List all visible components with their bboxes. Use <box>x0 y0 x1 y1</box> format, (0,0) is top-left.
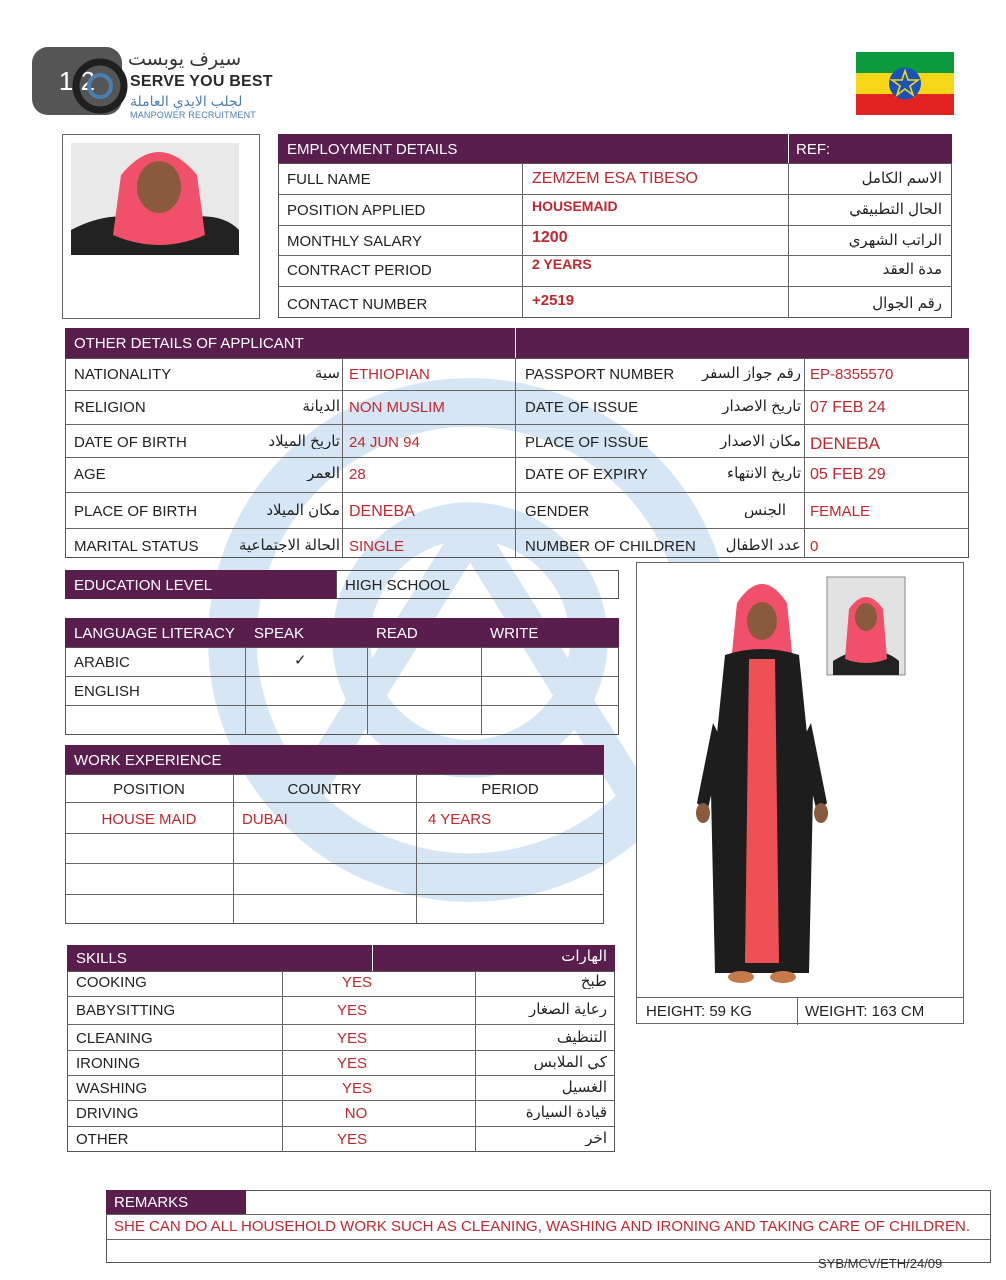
skill-ironing-value: YES <box>336 1056 367 1071</box>
skill-washing-arabic: الغسيل <box>561 1080 607 1095</box>
education-label: EDUCATION LEVEL <box>74 578 213 593</box>
skill-cooking-arabic: طبخ <box>580 974 607 989</box>
contact-number-label: CONTACT NUMBER <box>287 297 428 312</box>
applicant-headshot <box>62 134 260 319</box>
divider <box>475 971 476 1152</box>
date-of-expiry-value: 05 FEB 29 <box>810 467 886 483</box>
age-arabic: العمر <box>307 466 340 481</box>
nationality-label: NATIONALITY <box>74 367 172 382</box>
religion-arabic: الديانة <box>302 399 340 414</box>
work-col-country: COUNTRY <box>287 782 362 797</box>
language-arabic: ARABIC <box>74 655 130 670</box>
full-body-illustration <box>637 563 963 997</box>
marital-status-value: SINGLE <box>349 539 405 554</box>
header-divider <box>372 945 373 971</box>
skills-title: SKILLS <box>76 951 127 966</box>
nationality-value: ETHIOPIAN <box>349 367 430 382</box>
place-of-issue-label: PLACE OF ISSUE <box>525 435 649 450</box>
contract-period-label: CONTRACT PERIOD <box>287 263 432 278</box>
skills-title-arabic: الهارات <box>561 949 607 964</box>
place-of-issue-arabic: مكان الاصدار <box>720 434 801 449</box>
divider <box>65 833 604 834</box>
height-label: HEIGHT: 59 KG <box>646 1004 752 1019</box>
skill-ironing-label: IRONING <box>76 1056 141 1071</box>
header-divider <box>515 328 516 358</box>
skill-cooking-label: COOKING <box>76 975 147 990</box>
full-name-label: FULL NAME <box>287 172 371 187</box>
divider <box>481 647 482 735</box>
passport-number-arabic: رقم جواز السفر <box>701 366 801 381</box>
place-of-birth-arabic: مكان الميلاد <box>266 503 340 518</box>
language-col-write: WRITE <box>490 626 539 641</box>
skill-driving-arabic: قيادة السيارة <box>525 1105 607 1120</box>
contract-period-arabic: مدة العقد <box>882 262 942 277</box>
full-name-value: ZEMZEM ESA TIBESO <box>532 171 698 187</box>
full-name-arabic: الاسم الكامل <box>861 171 942 186</box>
work-country-value: DUBAI <box>242 812 288 827</box>
date-of-issue-value: 07 FEB 24 <box>810 400 886 416</box>
employment-header-title: EMPLOYMENT DETAILS <box>287 142 458 157</box>
divider <box>67 1024 615 1025</box>
applicant-full-photo <box>636 562 964 1024</box>
gender-label: GENDER <box>525 504 590 519</box>
divider <box>65 390 969 391</box>
divider <box>67 1100 615 1101</box>
remarks-text: SHE CAN DO ALL HOUSEHOLD WORK SUCH AS CLEANING, WASHING AND IRONING AND TAKING CARE OF CHILDREN. <box>114 1219 970 1234</box>
contact-number-value: +2519 <box>532 293 575 308</box>
monthly-salary-label: MONTHLY SALARY <box>287 234 423 249</box>
skill-cleaning-label: CLEANING <box>76 1031 153 1046</box>
divider <box>65 894 604 895</box>
age-value: 28 <box>349 467 366 482</box>
divider <box>278 225 952 226</box>
passport-number-label: PASSPORT NUMBER <box>525 367 675 382</box>
logo-arabic-subtext: لجلب الايدي العاملة <box>130 93 243 109</box>
gender-value: FEMALE <box>810 504 871 519</box>
children-arabic: عدد الاطفال <box>725 538 801 553</box>
place-of-birth-label: PLACE OF BIRTH <box>74 504 198 519</box>
header-divider <box>788 134 789 163</box>
skill-driving-value: NO <box>344 1106 368 1121</box>
company-logo-icon <box>72 52 128 120</box>
divider <box>106 1239 991 1240</box>
place-of-birth-value: DENEBA <box>349 504 415 520</box>
date-of-birth-label: DATE OF BIRTH <box>74 435 187 450</box>
position-applied-arabic: الحال التطبيقي <box>849 202 942 217</box>
monthly-salary-value: 1200 <box>532 230 568 246</box>
logo-english-text: SERVE YOU BEST <box>130 73 273 90</box>
divider <box>67 1075 615 1076</box>
marital-status-label: MARITAL STATUS <box>74 539 199 554</box>
language-table <box>65 647 619 735</box>
ref-label: REF: <box>796 142 831 157</box>
date-of-issue-label: DATE OF ISSUE <box>525 400 639 415</box>
date-of-birth-value: 24 JUN 94 <box>349 435 420 450</box>
divider <box>522 163 523 318</box>
age-label: AGE <box>74 467 106 482</box>
date-of-expiry-arabic: تاريخ الانتهاء <box>727 466 801 481</box>
date-of-issue-arabic: تاريخ الاصدار <box>722 399 801 414</box>
logo-subtitle: MANPOWER RECRUITMENT <box>130 110 256 120</box>
skill-washing-value: YES <box>341 1081 372 1096</box>
work-col-position: POSITION <box>113 782 185 797</box>
skill-other-label: OTHER <box>76 1132 129 1147</box>
divider <box>65 863 604 864</box>
divider <box>67 996 615 997</box>
logo-arabic-text: سيرف يوبست <box>128 49 242 70</box>
remarks-title: REMARKS <box>114 1195 189 1210</box>
position-applied-label: POSITION APPLIED <box>287 203 426 218</box>
place-of-issue-value: DENEBA <box>810 435 880 452</box>
weight-label: WEIGHT: 163 CM <box>805 1004 925 1019</box>
contract-period-value: 2 YEARS <box>532 257 592 271</box>
divider <box>278 286 952 287</box>
divider <box>65 802 604 803</box>
skill-babysitting-label: BABYSITTING <box>76 1003 176 1018</box>
children-label: NUMBER OF CHILDREN <box>525 539 696 554</box>
skill-driving-label: DRIVING <box>76 1106 139 1121</box>
divider <box>65 492 969 493</box>
skill-washing-label: WASHING <box>76 1081 148 1096</box>
divider <box>245 647 246 735</box>
language-col-speak: SPEAK <box>254 626 305 641</box>
divider <box>65 457 969 458</box>
skill-other-value: YES <box>336 1132 367 1147</box>
date-of-expiry-label: DATE OF EXPIRY <box>525 467 648 482</box>
religion-value: NON MUSLIM <box>349 400 445 415</box>
other-details-title: OTHER DETAILS OF APPLICANT <box>74 336 304 351</box>
divider <box>637 997 963 998</box>
skill-babysitting-arabic: رعاية الصغار <box>529 1002 607 1017</box>
monthly-salary-arabic: الراتب الشهري <box>848 233 942 248</box>
children-value: 0 <box>810 539 819 554</box>
work-col-period: PERIOD <box>481 782 539 797</box>
divider <box>67 1126 615 1127</box>
ethiopia-flag-icon <box>856 52 954 115</box>
skill-other-arabic: اخر <box>585 1131 607 1146</box>
skill-cooking-value: YES <box>341 975 372 990</box>
divider <box>65 676 619 677</box>
footer-reference-code: SYB/MCV/ETH/24/09 <box>818 1257 943 1270</box>
work-period-value: 4 YEARS <box>428 812 492 827</box>
nationality-arabic: سية <box>314 366 340 381</box>
divider <box>278 194 952 195</box>
position-applied-value: HOUSEMAID <box>532 199 618 213</box>
work-position-value: HOUSE MAID <box>101 812 197 827</box>
divider <box>788 163 789 318</box>
headshot-illustration <box>63 135 259 318</box>
skill-cleaning-arabic: التنظيف <box>556 1030 607 1045</box>
work-title: WORK EXPERIENCE <box>74 753 222 768</box>
divider <box>67 1050 615 1051</box>
divider <box>278 255 952 256</box>
divider <box>65 528 969 529</box>
divider <box>106 1214 991 1215</box>
marital-status-arabic: الحالة الاجتماعية <box>238 538 340 553</box>
language-col-read: READ <box>376 626 418 641</box>
contact-number-arabic: رقم الجوال <box>872 296 942 311</box>
arabic-speak-check: ✓ <box>294 653 307 668</box>
skill-ironing-arabic: كي الملابس <box>533 1055 607 1070</box>
language-col-literacy: LANGUAGE LITERACY <box>74 626 235 641</box>
gender-arabic: الجنس <box>743 503 786 518</box>
education-value: HIGH SCHOOL <box>345 578 451 593</box>
skill-cleaning-value: YES <box>336 1031 367 1046</box>
religion-label: RELIGION <box>74 400 146 415</box>
passport-number-value: EP-8355570 <box>810 367 894 382</box>
page-counter-badge: 1/2 <box>32 47 122 115</box>
divider <box>797 997 798 1025</box>
divider <box>65 424 969 425</box>
divider <box>367 647 368 735</box>
language-english: ENGLISH <box>74 684 140 699</box>
skill-babysitting-value: YES <box>336 1003 367 1018</box>
date-of-birth-arabic: تاريخ الميلاد <box>268 434 340 449</box>
divider <box>65 705 619 706</box>
